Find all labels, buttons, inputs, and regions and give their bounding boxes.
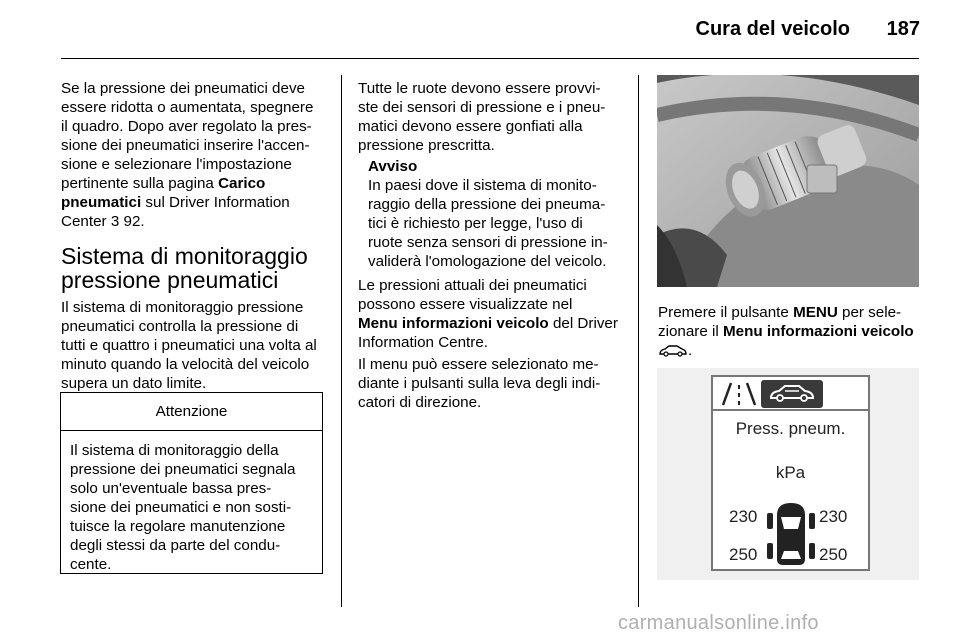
caution-line-3: solo un'eventuale bassa pres- (70, 480, 272, 497)
caution-line-7: cente. (70, 556, 112, 573)
rear-right-pressure: 250 (819, 545, 848, 564)
car-icon (767, 383, 817, 405)
car-icon (658, 344, 688, 358)
caution-line-5: tuisce la regolare manutenzione (70, 518, 286, 535)
notice-line-4: ruote senza sensori di pressione in- (368, 234, 608, 251)
intro-bold-pneumatici: pneumatici (61, 194, 142, 211)
para2-bold-menu: Menu informazioni veicolo (358, 315, 549, 332)
para3-line-3: catori di direzione. (358, 394, 482, 411)
caution-box (60, 392, 323, 574)
running-header-title: Cura del veicolo (695, 18, 850, 40)
para1-line-2: ste dei sensori di pressione e i pneu- (358, 99, 606, 116)
caution-line-1: Il sistema di monitoraggio della (70, 442, 279, 459)
intro-line-4: sione dei pneumatici inserire l'accen- (61, 137, 310, 154)
page-ref-icon: 3 (110, 213, 120, 230)
body-line-5: supera un dato limite. (61, 375, 207, 392)
intro-after-bold: sul Driver Information (141, 194, 290, 211)
para2-line-3 (358, 314, 618, 333)
caution-box-title: Attenzione (61, 393, 322, 431)
caption-line2-pre: zionare il (658, 323, 723, 340)
vehicle-menu-tab (761, 380, 823, 408)
front-left-pressure: 230 (729, 507, 758, 526)
section-heading-line-2: pressione pneumatici (61, 267, 279, 293)
notice-line-1: In paesi dove il sistema di monito- (368, 177, 597, 194)
intro-line-6 (61, 174, 265, 193)
intro-line-3: il quadro. Dopo aver regolato la pres- (61, 118, 312, 135)
intro-line-8 (61, 212, 145, 231)
caption-pre: Premere il pulsante (658, 304, 794, 321)
watermark: carmanualsonline.info (618, 612, 819, 634)
column-divider-right (638, 75, 639, 607)
intro-line-5: sione e selezionare l'impostazione (61, 156, 292, 173)
indicator-stalk-illustration (657, 75, 919, 287)
caption-end: . (688, 342, 693, 359)
para2-after-bold: del Driver (548, 315, 618, 332)
para2-line-1: Le pressioni attuali dei pneumatici (358, 277, 587, 294)
intro-line-6-text: pertinente sulla pagina (61, 175, 219, 192)
notice-line-2: raggio della pressione dei pneuma- (368, 196, 606, 213)
body-line-2: pneumatici controlla la pressione di (61, 318, 299, 335)
column-divider-left (341, 75, 342, 607)
para1-line-1: Tutte le ruote devono essere provvi- (358, 80, 601, 97)
para1-line-3: matici devono essere gonfiati alla (358, 118, 583, 135)
notice-line-3: tici è richiesto per legge, l'uso di (368, 215, 583, 232)
road-icon (717, 379, 761, 409)
header-rule (61, 58, 919, 59)
display-title: Press. pneum. (735, 419, 846, 438)
notice-title: Avviso (368, 158, 418, 175)
intro-center-word: Center (61, 213, 107, 230)
notice-line-5: validerà l'omologazione del veicolo. (368, 253, 607, 270)
intro-line-7 (61, 193, 290, 212)
para3-line-2: diante i pulsanti sulla leva degli indi- (358, 375, 601, 392)
para2-line-2: possono essere visualizzate nel (358, 296, 573, 313)
caution-line-6: degli stessi da parte del condu- (70, 537, 281, 554)
rear-left-pressure: 250 (729, 545, 758, 564)
para3-line-1: Il menu può essere selezionato me- (358, 356, 599, 373)
intro-line-1: Se la pressione dei pneumatici deve (61, 80, 305, 97)
car-top-view-icon (765, 501, 817, 567)
intro-bold-carico: Carico (218, 175, 266, 192)
display-unit: kPa (775, 463, 806, 482)
intro-line-2: essere ridotta o aumentata, spegnere (61, 99, 314, 116)
para1-line-4: pressione prescritta. (358, 137, 495, 154)
caution-line-2: pressione dei pneumatici segnala (70, 461, 296, 478)
caption-bold-menu-info: Menu informazioni veicolo (723, 323, 914, 340)
intro-page-ref: 92. (119, 213, 145, 230)
indicator-stalk-photo (657, 75, 919, 287)
caption-line-2 (658, 322, 914, 341)
front-right-pressure: 230 (819, 507, 848, 526)
body-line-4: minuto quando la velocità del veicolo (61, 356, 310, 373)
page-number: 187 (886, 18, 920, 40)
body-line-3: tutti e quattro i pneumatici una volta al (61, 337, 317, 354)
caption-line-1 (658, 303, 901, 322)
section-heading-line-1: Sistema di monitoraggio (61, 243, 308, 269)
display-top-bar (713, 377, 868, 411)
body-line-1: Il sistema di monitoraggio pressione (61, 299, 304, 316)
caption-line-3 (658, 341, 692, 360)
driver-info-display (711, 375, 870, 571)
para2-line-4: Information Centre. (358, 334, 488, 351)
caution-line-4: sione dei pneumatici e non sosti- (70, 499, 292, 516)
caption-bold-menu: MENU (793, 304, 838, 321)
caption-mid: per sele- (837, 304, 902, 321)
caution-box-body (70, 441, 315, 574)
